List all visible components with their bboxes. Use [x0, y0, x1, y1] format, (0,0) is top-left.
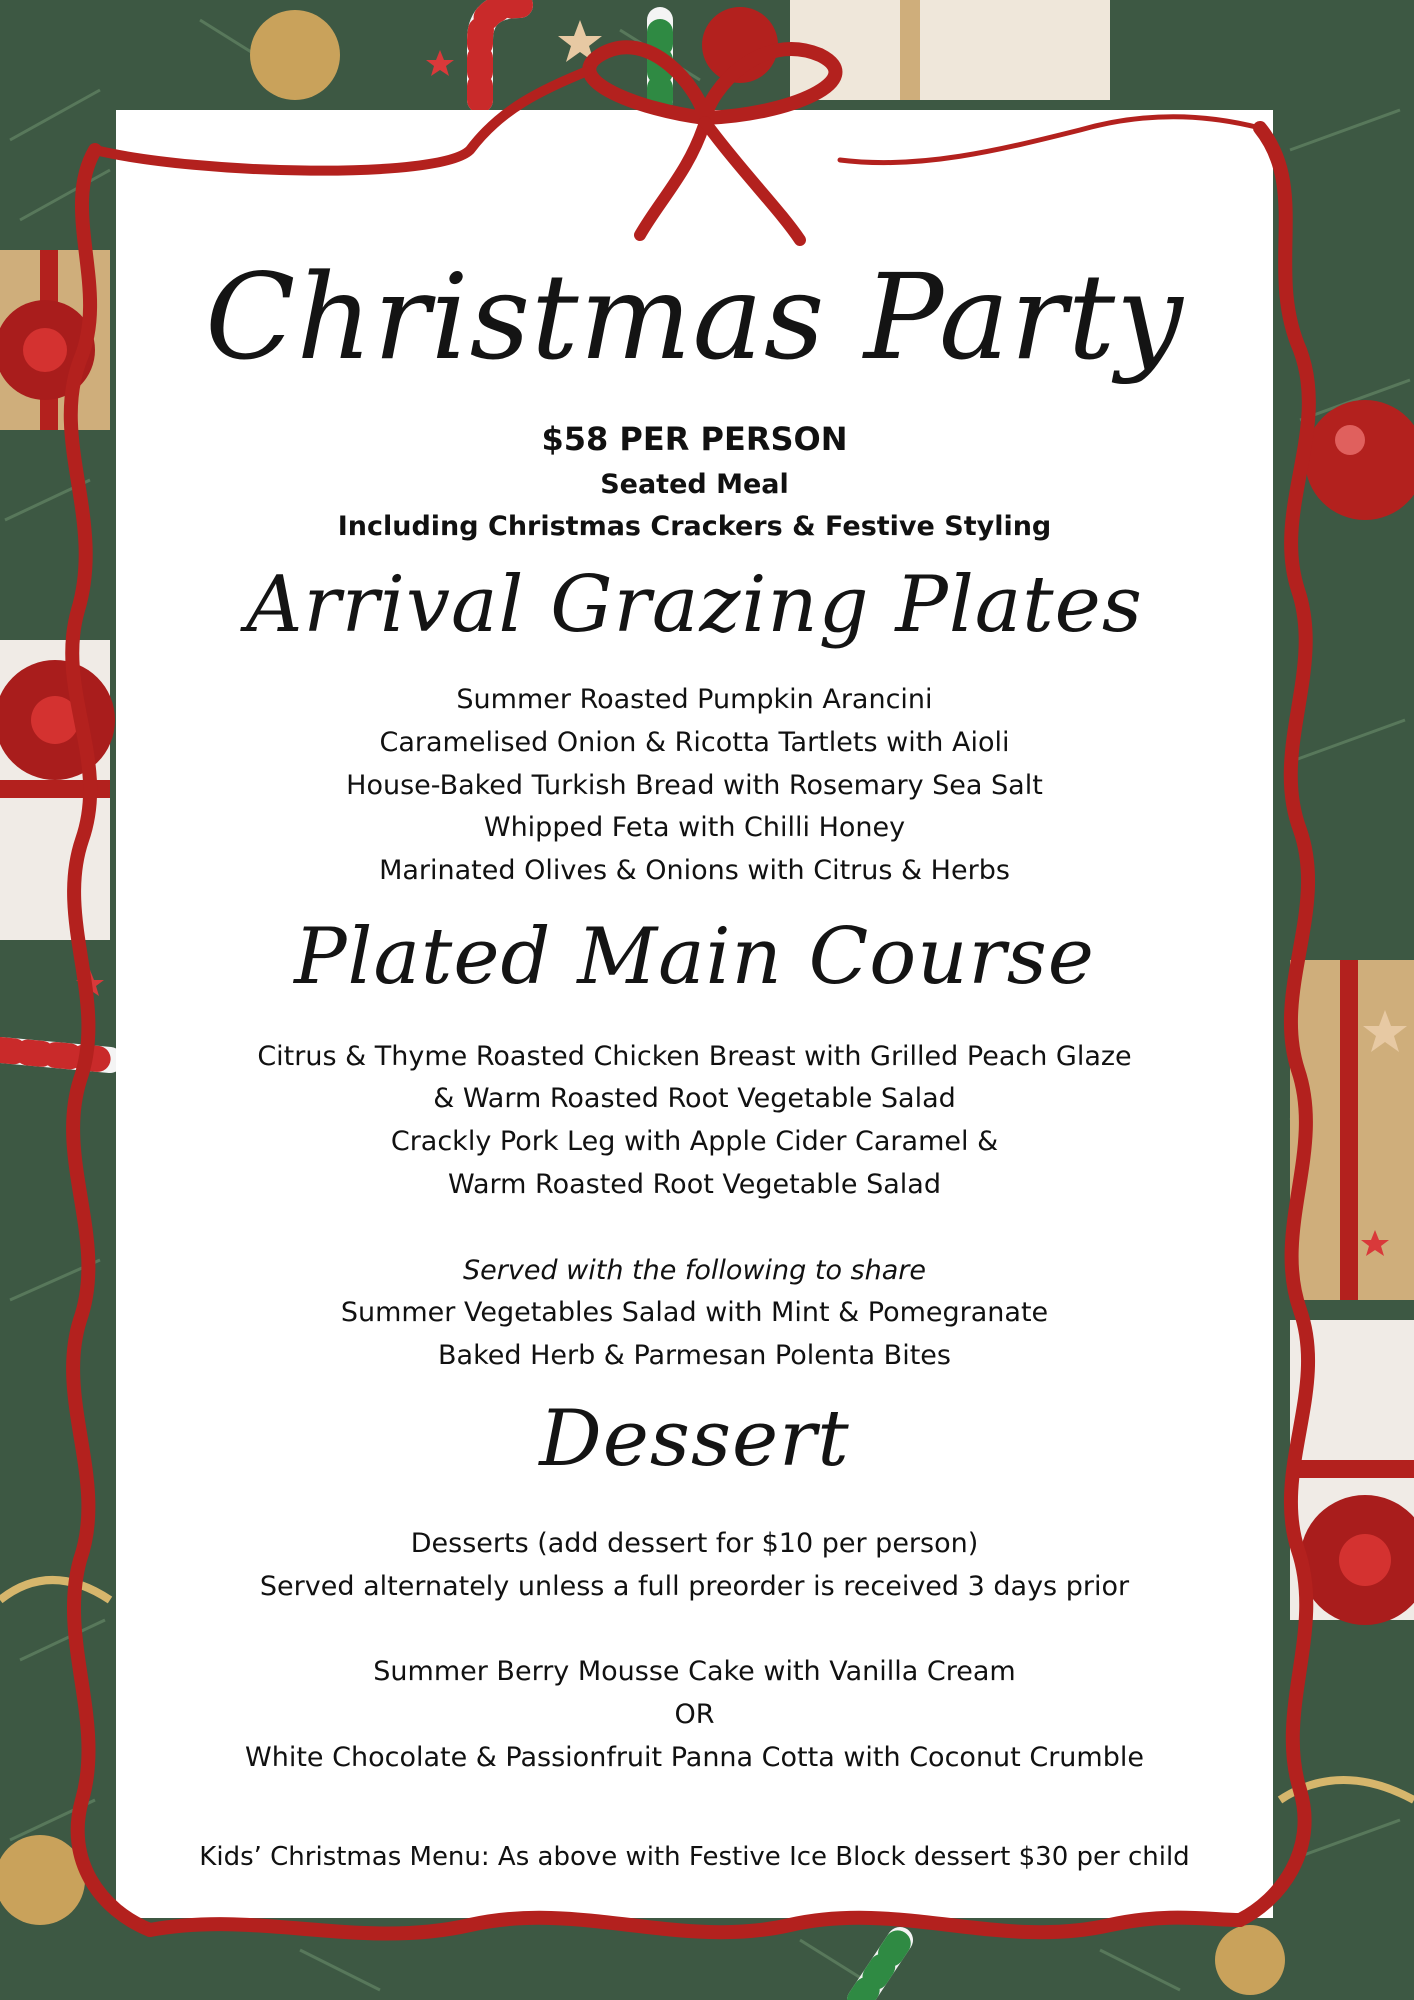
inclusions-text: Including Christmas Crackers & Festive Styling [337, 511, 1052, 542]
dessert-item: Summer Berry Mousse Cake with Vanilla Cream [373, 1656, 1016, 1687]
share-item: Baked Herb & Parmesan Polenta Bites [438, 1340, 951, 1371]
dessert-item: White Chocolate & Passionfruit Panna Cotta with Coconut Crumble [245, 1742, 1144, 1773]
arrival-item: Marinated Olives & Onions with Citrus & Herbs [379, 855, 1010, 886]
gold-bauble-top [250, 10, 340, 100]
dessert-price-note: Desserts (add dessert for $10 per person) [410, 1528, 979, 1559]
arrival-item: Caramelised Onion & Ricotta Tartlets with Aioli [379, 727, 1010, 758]
gold-bauble-bottom-right [1215, 1925, 1285, 1995]
main-item: Warm Roasted Root Vegetable Salad [448, 1169, 941, 1200]
dessert-heading: Dessert [539, 1394, 850, 1484]
main-course-heading: Plated Main Course [294, 912, 1095, 1002]
menu-content [116, 110, 1273, 1918]
main-item: Crackly Pork Leg with Apple Cider Caramel & [390, 1126, 999, 1157]
seated-meal-text: Seated Meal [600, 469, 789, 500]
arrival-item: Whipped Feta with Chilli Honey [483, 812, 906, 843]
arrival-item: Summer Roasted Pumpkin Arancini [456, 684, 933, 715]
kids-menu-text: Kids’ Christmas Menu: As above with Festive Ice Block dessert $30 per child [199, 1842, 1190, 1872]
red-bauble-top [702, 7, 778, 83]
menu-title: Christmas Party [205, 248, 1184, 386]
price-per-person: $58 PER PERSON [541, 420, 848, 458]
dessert-or-text: OR [674, 1699, 715, 1730]
arrival-heading: Arrival Grazing Plates [246, 560, 1143, 650]
gift-box-top-right [790, 0, 1110, 100]
share-item: Summer Vegetables Salad with Mint & Pomegranate [340, 1297, 1049, 1328]
main-item: Citrus & Thyme Roasted Chicken Breast with Grilled Peach Glaze [257, 1041, 1132, 1072]
arrival-item: House-Baked Turkish Bread with Rosemary Sea Salt [346, 770, 1043, 801]
main-item: & Warm Roasted Root Vegetable Salad [433, 1083, 956, 1114]
dessert-service-note: Served alternately unless a full preorder is received 3 days prior [259, 1571, 1130, 1602]
share-note: Served with the following to share [462, 1255, 926, 1286]
